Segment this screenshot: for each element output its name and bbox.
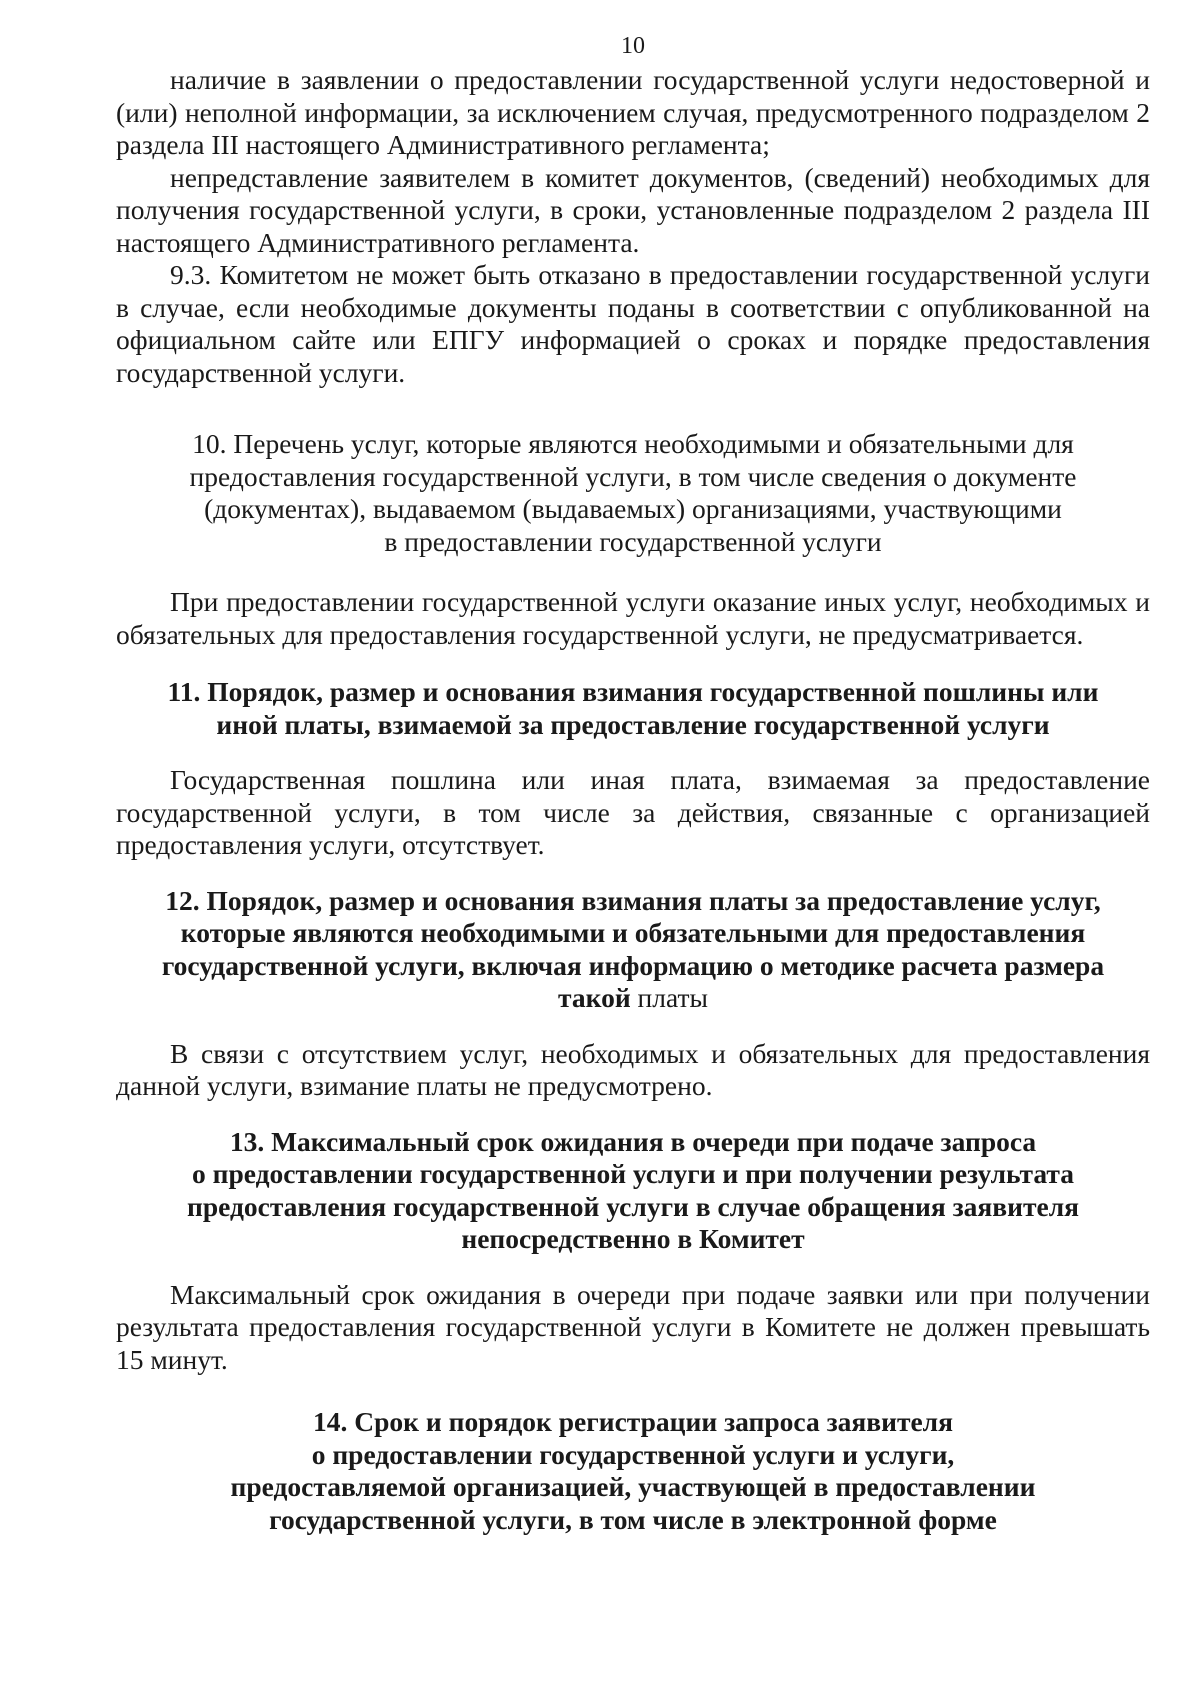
paragraph-incomplete-info: наличие в заявлении о предоставлении государственной услуги недостоверной и (или) неполной информации, за исключением случая, предусмотренного подразделом 2 раздела III настоящего Административного регламента; <box>116 64 1150 160</box>
heading-line: 13. Максимальный срок ожидания в очереди при подаче запроса <box>229 1125 1037 1157</box>
heading-bold-word: такой <box>558 982 631 1013</box>
subheading-line: предоставления государственной услуги, в том числе сведения о документе <box>189 460 1077 492</box>
heading-line: непосредственно в Комитет <box>461 1223 805 1254</box>
heading-line: 12. Порядок, размер и основания взимания платы за предоставление услуг, <box>165 884 1101 916</box>
heading-plain-word: платы <box>630 982 708 1013</box>
section-11-heading <box>116 676 1150 741</box>
heading-line: которые являются необходимыми и обязательными для предоставления <box>180 917 1086 948</box>
subheading-line: (документах), выдаваемом (выдаваемых) организациями, участвующими <box>204 493 1062 524</box>
section-13-body: Максимальный срок ожидания в очереди при подаче заявки или при получении результата предоставления государственной услуги в Комитете не должен превышать 15 минут. <box>116 1278 1150 1375</box>
section-10-subheading <box>116 428 1150 558</box>
subheading-line: 10. Перечень услуг, которые являются необходимыми и обязательными для <box>192 428 1074 459</box>
section-11-body: Государственная пошлина или иная плата, взимаемая за предоставление государственной услуги, в том числе за действия, связанные с организацией предоставления услуги, отсутствует. <box>116 764 1150 860</box>
heading-line: государственной услуги, включая информацию о методике расчета размера <box>161 949 1105 981</box>
heading-line: о предоставлении государственной услуги и услуги, <box>311 1438 955 1470</box>
heading-line: предоставления государственной услуги в случае обращения заявителя <box>186 1190 1080 1222</box>
page-number: 10 <box>621 33 645 59</box>
section-12-heading <box>116 885 1150 1015</box>
section-12-body: В связи с отсутствием услуг, необходимых и обязательных для предоставления данной услуги, взимание платы не предусмотрено. <box>116 1037 1150 1101</box>
heading-line: государственной услуги, в том числе в электронной форме <box>269 1503 997 1535</box>
section-13-heading <box>116 1126 1150 1256</box>
section-14-heading <box>116 1406 1150 1536</box>
document-page <box>116 32 1150 1536</box>
heading-line: о предоставлении государственной услуги и при получении результата <box>192 1158 1074 1189</box>
section-10-body: При предоставлении государственной услуги оказание иных услуг, необходимых и обязательных для предоставления государственной услуги, не предусматривается. <box>116 586 1150 650</box>
heading-line <box>116 982 1150 1015</box>
heading-line: 14. Срок и порядок регистрации запроса заявителя <box>313 1406 953 1437</box>
paragraph-documents-not-provided: непредставление заявителем в комитет документов, (сведений) необходимых для получения государственной услуги, в сроки, установленные подразделом 2 раздела III настоящего Административного регламента. <box>116 161 1150 258</box>
heading-line: предоставляемой организацией, участвующей в предоставлении <box>230 1471 1036 1502</box>
heading-line: иной платы, взимаемой за предоставление государственной услуги <box>216 708 1050 740</box>
paragraph-9-3: 9.3. Комитетом не может быть отказано в предоставлении государственной услуги в случае, если необходимые документы поданы в соответствии с опубликованной на официальном сайте или ЕПГУ информацией о сроках и порядке предоставления государственной услуги. <box>116 259 1150 388</box>
heading-line: 11. Порядок, размер и основания взимания государственной пошлины или <box>167 676 1099 707</box>
subheading-line: в предоставлении государственной услуги <box>384 525 882 557</box>
